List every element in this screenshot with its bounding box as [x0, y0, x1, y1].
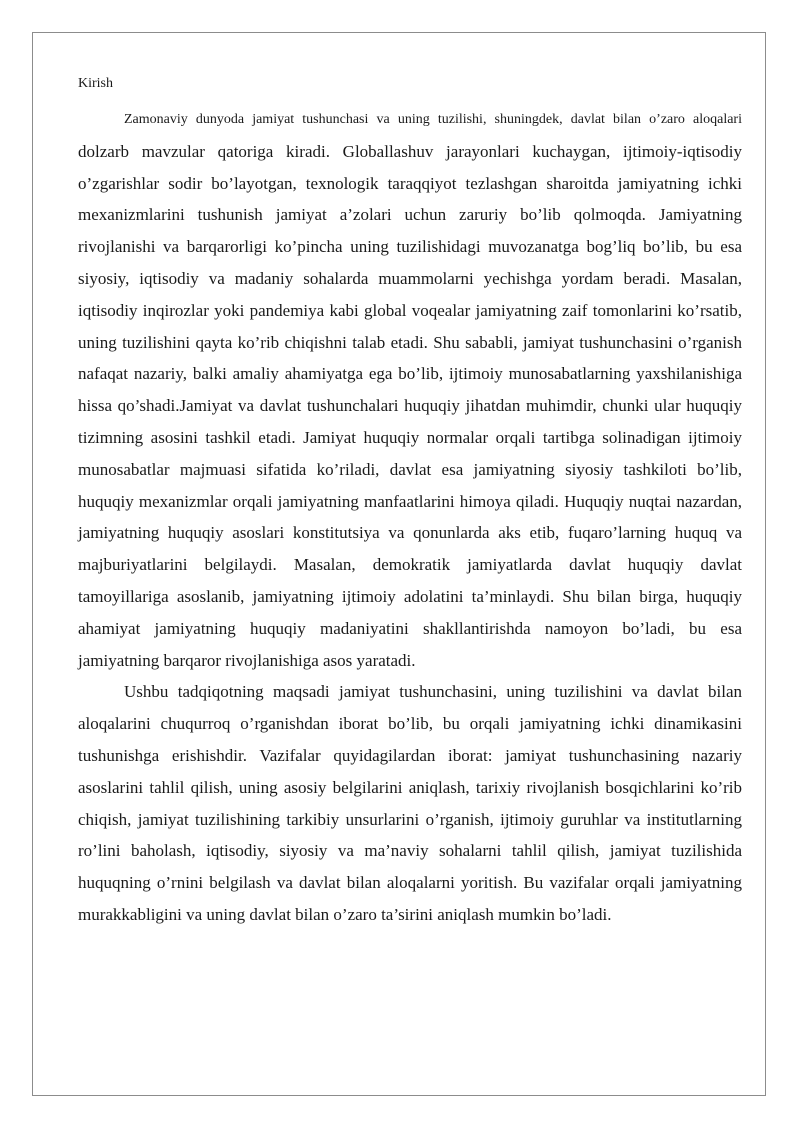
paragraph-1-text: dolzarb mavzular qatoriga kiradi. Globallashuv jarayonlari kuchaygan, ijtimoiy-iqtisodiy o’zgarishlar sodir bo’layotgan, texnologik taraqqiyot tezlashgan sharoitda jamiyatning ichki mexanizmlarini tushunish jamiyat a’zolari uchun zaruriy bo’lib qolmoqda. Jamiyatning rivojlanishi va barqarorligi ko’pincha uning tuzilishidagi muvozanatga bog’liq bo’lib, bu esa siyosiy, iqtisodiy va madaniy sohalarda muammolarni yechishga yordam beradi. Masalan, iqtisodiy inqirozlar yoki pandemiya kabi global voqealar jamiyatning zaif tomonlarini ko’rsatib, uning tuzilishini qayta ko’rib chiqishni talab etadi. Shu sababli, jamiyat tushunchasini o’rganish nafaqat nazariy, balki amaliy ahamiyatga ega bo’lib, ijtimoiy munosabatlarning yaxshilanishiga hissa qo’shadi.Jamiyat va davlat tushunchalari huquqiy jihatdan muhimdir, chunki ular huquqiy tizimning asosini tashkil etadi. Jamiyat huquqiy normalar orqali tartibga solinadigan ijtimoiy munosabatlar majmuasi sifatida ko’riladi, davlat esa jamiyatning siyosiy tashkiloti bo’lib, huquqiy mexanizmlar orqali jamiyatning manfaatlarini himoya qiladi. Huquqiy nuqtai nazardan, jamiyatning huquqiy asoslari konstitutsiya va qonunlarda aks etib, fuqaro’larning huquq va majburiyatlarini belgilaydi. Masalan, demokratik jamiyatlarda davlat huquqiy davlat tamoyillariga asoslanib, jamiyatning ijtimoiy adolatini ta’minlaydi. Shu bilan birga, huquqiy ahamiyat jamiyatning huquqiy madaniyatini shakllantirishda namoyon bo’ladi, bu esa jamiyatning barqaror rivojlanishiga asos yaratadi.: [78, 141, 742, 670]
document-body: [78, 72, 742, 931]
paragraph-1: [78, 102, 742, 676]
paragraph-2: Ushbu tadqiqotning maqsadi jamiyat tushunchasini, uning tuzilishini va davlat bilan aloqalarini chuqurroq o’rganishdan iborat bo’lib, bu orqali jamiyatning ichki dinamikasini tushunishga erishishdir. Vazifalar quyidagilardan iborat: jamiyat tushunchasining nazariy asoslarini tahlil qilish, uning asosiy belgilarini aniqlash, tarixiy rivojlanish bosqichlarini ko’rib chiqish, jamiyat tuzilishining tarkibiy unsurlarini o’rganish, ijtimoiy guruhlar va institutlarning ro’lini baholash, iqtisodiy, siyosiy va ma’naviy sohalarni tahlil qilish, jamiyat tuzilishida huquqning o’rnini belgilash va davlat bilan aloqalarni yoritish. Bu vazifalar orqali jamiyatning murakkabligini va uning davlat bilan o’zaro ta’sirini aniqlash mumkin bo’ladi.: [78, 682, 742, 924]
section-heading: Kirish: [78, 76, 113, 91]
paragraph-1-lead: Zamonaviy dunyoda jamiyat tushunchasi va uning tuzilishi, shuningdek, davlat bilan o’zaro aloqalari: [124, 112, 742, 127]
